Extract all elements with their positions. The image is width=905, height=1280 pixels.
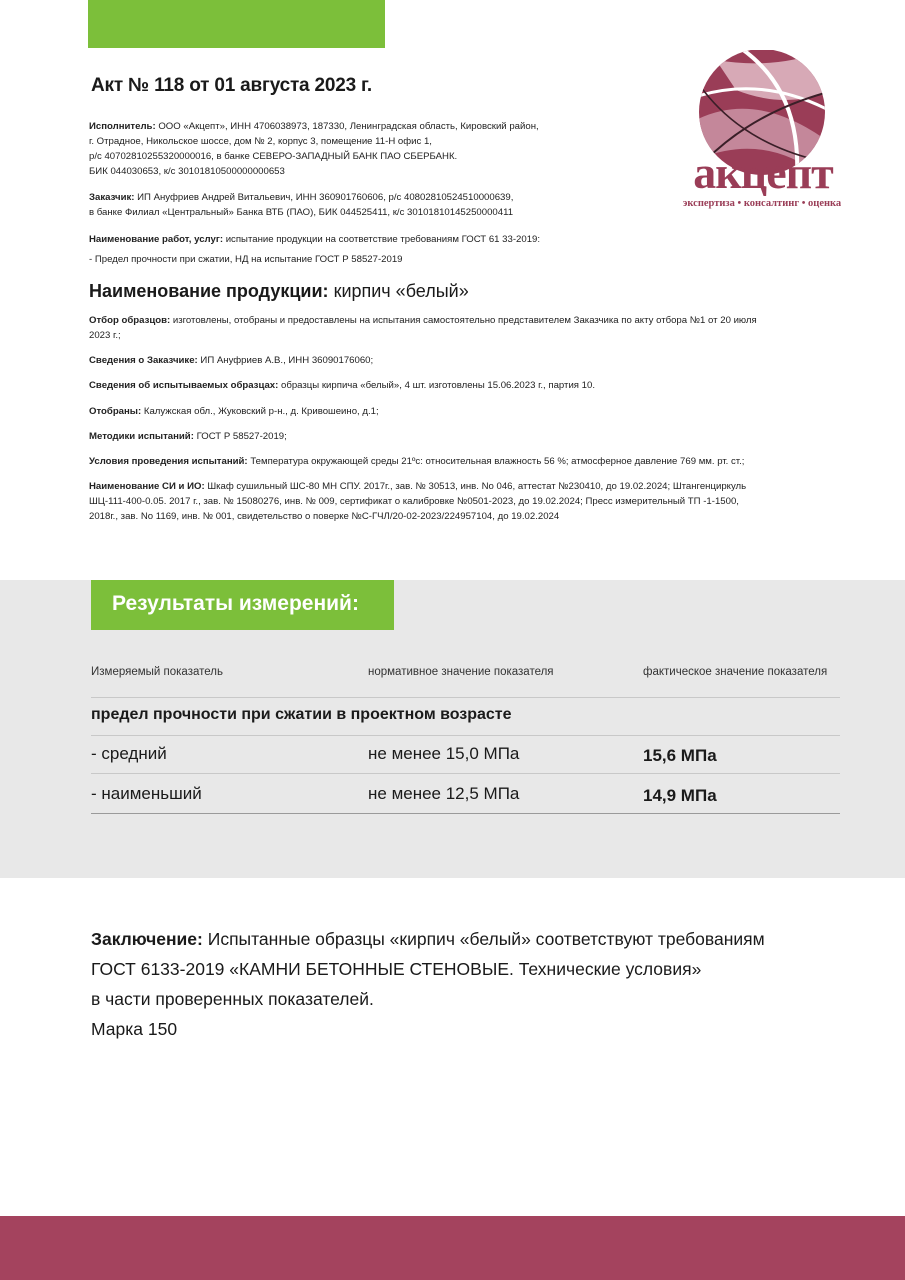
works-item: - Предел прочности при сжатии, НД на испытание ГОСТ Р 58527-2019 <box>89 254 403 265</box>
product-label: Наименование продукции: <box>89 281 329 301</box>
executor-block <box>89 119 539 179</box>
row-norm: не менее 12,5 МПа <box>368 784 520 803</box>
executor-line: г. Отрадное, Никольское шоссе, дом № 2, корпус 3, помещение 11-Н офис 1, <box>89 136 432 147</box>
executor-label: Исполнитель: <box>89 121 156 132</box>
customer-info-text: ИП Ануфриев А.В., ИНН 36090176060; <box>200 355 374 366</box>
logo-wordmark: акцепт <box>693 147 833 198</box>
bottom-accent-bar <box>0 1216 905 1280</box>
row-actual: 15,6 МПа <box>643 746 717 765</box>
customer-info <box>89 353 373 368</box>
table-divider <box>91 697 840 698</box>
results-section-title: предел прочности при сжатии в проектном возрасте <box>91 706 512 723</box>
logo-tagline: экспертиза • консалтинг • оценка <box>682 198 842 209</box>
executor-line: ООО «Акцепт», ИНН 4706038973, 187330, Ленинградская область, Кировский район, <box>158 121 539 132</box>
conclusion-label: Заключение: <box>91 929 203 949</box>
product-value: кирпич «белый» <box>333 281 469 301</box>
sampling-text: 2023 г.; <box>89 330 121 341</box>
methods-label: Методики испытаний: <box>89 431 194 442</box>
customer-line: ИП Ануфриев Андрей Витальевич, ИНН 360901760606, р/с 40802810524510000639, <box>137 192 514 203</box>
works-label: Наименование работ, услуг: <box>89 234 224 245</box>
methods-text: ГОСТ Р 58527-2019; <box>196 431 287 442</box>
samples-info-text: образцы кирпича «белый», 4 шт. изготовлены 15.06.2023 г., партия 10. <box>281 380 595 391</box>
column-header-actual: фактическое значение показателя <box>643 666 828 678</box>
equipment-text: ШЦ-111-400-0.05. 2017 г., зав. № 15080276, инв. № 009, сертификат о калибровке №0501-2023, до 19.02.2024; Пресс измерительный ТП -1-1500, <box>89 496 739 507</box>
conditions-label: Условия проведения испытаний: <box>89 456 248 467</box>
customer-label: Заказчик: <box>89 192 135 203</box>
customer-block <box>89 190 513 220</box>
product-title <box>89 281 469 302</box>
row-name: - наименьший <box>91 784 202 803</box>
conclusion-block <box>91 924 861 1044</box>
equipment-text: Шкаф сушильный ШС-80 МН СПУ. 2017г., зав. № 30513, инв. No 046, аттестат №230410, до 19.02.2024; Штангенциркуль <box>207 481 747 492</box>
executor-line: БИК 044030653, к/с 30101810500000000653 <box>89 166 285 177</box>
conclusion-text: Испытанные образцы «кирпич «белый» соответствуют требованиям <box>207 929 765 949</box>
row-norm: не менее 15,0 МПа <box>368 744 520 763</box>
sampling-label: Отбор образцов: <box>89 315 171 326</box>
selected-at-text: Калужская обл., Жуковский р-н., д. Кривошеино, д.1; <box>143 406 379 417</box>
table-divider <box>91 773 840 774</box>
column-header-norm: нормативное значение показателя <box>368 666 554 678</box>
column-header-indicator: Измеряемый показатель <box>91 666 223 678</box>
works-block <box>89 232 540 247</box>
samples-info-label: Сведения об испытываемых образцах: <box>89 380 279 391</box>
methods <box>89 429 287 444</box>
equipment-block <box>89 479 746 524</box>
samples-info <box>89 378 595 393</box>
works-text: испытание продукции на соответствие требованиям ГОСТ 61 33-2019: <box>225 234 541 245</box>
conclusion-grade: Марка 150 <box>91 1019 178 1039</box>
customer-line: в банке Филиал «Центральный» Банка ВТБ (ПАО), БИК 044525411, к/с 30101810145250000411 <box>89 207 514 218</box>
conditions-text: Температура окружающей среды 21ºс: относительная влажность 56 %; атмосферное давление 769 мм. рт. ст.; <box>250 456 745 467</box>
act-title: Акт № 118 от 01 августа 2023 г. <box>91 75 372 96</box>
conclusion-text: ГОСТ 6133-2019 «КАМНИ БЕТОННЫЕ СТЕНОВЫЕ. Технические условия» <box>91 959 702 979</box>
selected-at <box>89 404 379 419</box>
sampling-block <box>89 313 757 343</box>
row-actual: 14,9 МПа <box>643 786 717 805</box>
customer-info-label: Сведения о Заказчике: <box>89 355 198 366</box>
equipment-label: Наименование СИ и ИО: <box>89 481 205 492</box>
table-divider <box>91 813 840 814</box>
equipment-text: 2018г., зав. No 1169, инв. № 001, свидетельство о поверке №С-ГЧЛ/20-02-2023/224957104, до 19.02.2024 <box>89 511 560 522</box>
table-divider <box>91 735 840 736</box>
executor-line: р/с 40702810255320000016, в банке СЕВЕРО-ЗАПАДНЫЙ БАНК ПАО СБЕРБАНК. <box>89 151 458 162</box>
selected-at-label: Отобраны: <box>89 406 142 417</box>
results-header: Результаты измерений: <box>91 580 394 630</box>
conditions <box>89 454 744 469</box>
conclusion-text: в части проверенных показателей. <box>91 989 374 1009</box>
sampling-text: изготовлены, отобраны и предоставлены на испытания самостоятельно представителем Заказчика по акту отбора №1 от 20 июля <box>172 315 757 326</box>
top-accent-bar <box>88 0 385 48</box>
row-name: - средний <box>91 744 167 763</box>
